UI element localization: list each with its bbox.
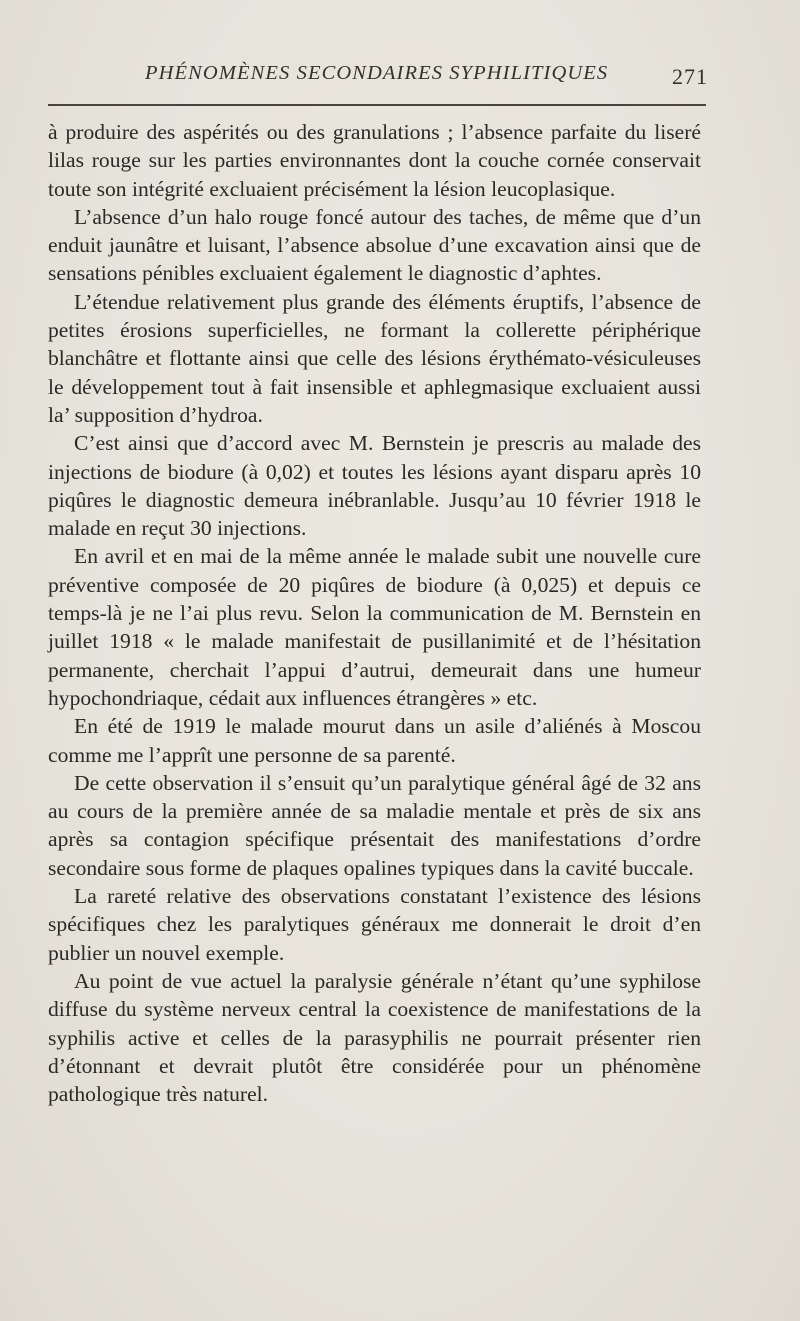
- paragraph: La rareté relative des observations constatant l’existence des lésions spécifiques chez les paralytiques généraux me donnerait le droit d’en publier un nouvel exemple.: [48, 884, 701, 965]
- running-title: PHÉNOMÈNES SECONDAIRES SYPHILITIQUES: [145, 62, 609, 84]
- paragraph: En été de 1919 le malade mourut dans un asile d’aliénés à Moscou comme me l’apprît une personne de sa parenté.: [48, 714, 701, 767]
- paragraph: Au point de vue actuel la paralysie générale n’étant qu’une syphilose diffuse du système nerveux central la coexistence de manifestations de la syphilis active et celles de la parasyphilis ne pourrait présenter rien d’étonnant et devrait plutôt être considérée pour un phénomène pathologique très naturel.: [48, 968, 701, 1107]
- page-number: 271: [672, 64, 708, 89]
- body-text: [48, 118, 701, 1108]
- paragraph: L’étendue relativement plus grande des éléments éruptifs, l’absence de petites érosions superficielles, ne formant la collerette périphérique blanchâtre et flottante ainsi que celle des lésions érythémato-vésiculeuses le développement tout à fait insensible et aphlegmasique excluaient aussi la’ supposition d’hydroa.: [48, 289, 701, 427]
- header-rule: [48, 104, 706, 106]
- paragraph-continued: à produire des aspérités ou des granulations ; l’absence parfaite du liseré lilas rouge sur les parties environnantes dont la couche cornée conservait toute son intégrité excluaient précisément la lésion leucoplasique.: [48, 120, 701, 201]
- paragraph: C’est ainsi que d’accord avec M. Bernstein je prescris au malade des injections de biodure (à 0,02) et toutes les lésions ayant disparu après 10 piqûres le diagnostic demeura inébranlable. Jusqu’au 10 février 1918 le malade en reçut 30 injections.: [48, 431, 701, 541]
- paragraph: L’absence d’un halo rouge foncé autour des taches, de même que d’un enduit jaunâtre et luisant, l’absence absolue d’une excavation ainsi que de sensations pénibles excluaient également le diagnostic d’aphtes.: [48, 204, 701, 286]
- paragraph: De cette observation il s’ensuit qu’un paralytique général âgé de 32 ans au cours de la première année de sa maladie mentale et près de six ans après sa contagion spécifique présentait des manifestations d’ordre secondaire sous forme de plaques opalines typiques dans la cavité buccale.: [48, 770, 701, 880]
- page-header: [0, 62, 800, 96]
- paragraph: En avril et en mai de la même année le malade subit une nouvelle cure préventive composée de 20 piqûres de biodure (à 0,025) et depuis ce temps-là je ne l’ai plus revu. Selon la communication de M. Bernstein en juillet 1918 « le malade manifestait de pusillanimité et de l’hésitation permanente, cherchait l’appui d’autrui, demeurait dans une humeur hypochondriaque, cédait aux influences étrangères » etc.: [48, 544, 701, 710]
